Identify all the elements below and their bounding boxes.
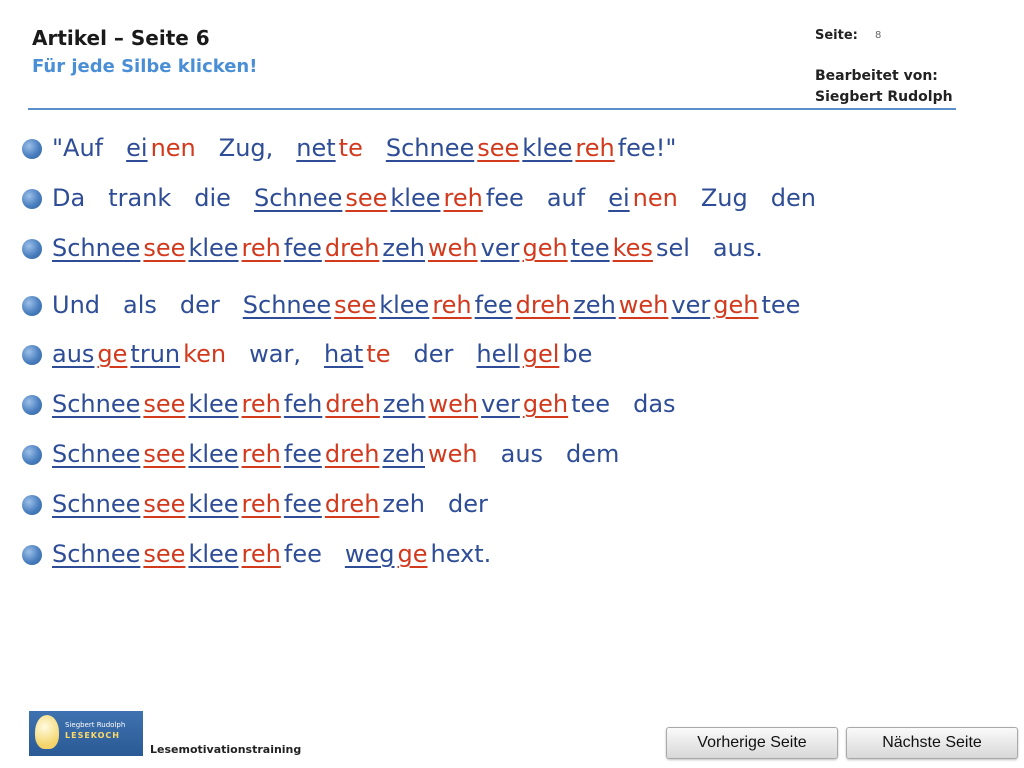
syllable[interactable]: dreh [515,291,571,319]
syllable[interactable]: weh [428,390,479,418]
syllable[interactable]: tee [570,234,610,262]
page-label: Seite: [815,28,858,43]
syllable[interactable]: Und [52,291,101,319]
syllable[interactable]: see [143,390,186,418]
syllable[interactable]: reh [241,440,281,468]
line-words [52,234,766,262]
syllable[interactable]: "Auf [52,134,104,162]
syllable[interactable]: als [123,291,157,319]
syllable[interactable]: dreh [324,490,380,518]
syllable[interactable]: fee!" [617,134,677,162]
syllable[interactable]: see [345,184,388,212]
edited-label: Bearbeitet von: [815,68,938,84]
syllable[interactable]: der [179,291,220,319]
syllable[interactable]: ge [97,340,128,368]
syllable[interactable]: aus. [712,234,763,262]
syllable[interactable]: fee [485,184,524,212]
syllable[interactable]: reh [241,540,281,568]
syllable[interactable]: sel [655,234,690,262]
text-line [22,440,622,468]
syllable[interactable]: ei [126,134,148,162]
syllable[interactable]: Schnee [52,234,141,262]
text-line [22,234,766,262]
syllable[interactable]: zeh [382,490,425,518]
header-divider [28,108,956,110]
syllable[interactable]: tee [761,291,801,319]
syllable[interactable]: te [338,134,363,162]
line-words [52,390,679,418]
text-line [22,340,595,368]
instruction-subtitle: Für jede Silbe klicken! [32,56,258,77]
text-line [22,134,679,162]
text-line [22,540,494,568]
syllable[interactable]: reh [241,390,281,418]
logo-author: Siegbert Rudolph [65,721,126,729]
line-words [52,134,679,162]
syllable[interactable]: ver [481,390,520,418]
syllable[interactable]: zeh [382,390,426,418]
line-words [52,184,819,212]
editor-name: Siegbert Rudolph [815,89,953,105]
syllable[interactable]: der [448,490,488,518]
text-line [22,291,803,319]
syllable[interactable]: weg [344,540,395,568]
syllable[interactable]: Schnee [253,184,343,212]
syllable[interactable]: see [477,134,520,162]
syllable[interactable]: fee [283,234,322,262]
lightbulb-icon [35,715,59,749]
syllable[interactable]: nen [632,184,678,212]
syllable[interactable]: klee [390,184,441,212]
syllable[interactable]: geh [522,234,568,262]
syllable[interactable]: ver [671,291,711,319]
syllable[interactable]: Zug, [218,134,274,162]
syllable[interactable]: klee [522,134,573,162]
syllable[interactable]: weh [428,234,478,262]
syllable[interactable]: ge [397,540,428,568]
syllable[interactable]: see [334,291,377,319]
syllable[interactable]: dreh [324,234,380,262]
syllable[interactable]: te [366,340,391,368]
syllable[interactable]: klee [188,440,239,468]
syllable[interactable]: nen [150,134,196,162]
syllable[interactable]: see [143,234,186,262]
syllable[interactable]: aus [52,340,95,368]
syllable[interactable]: ver [480,234,520,262]
line-bullet-icon[interactable] [22,139,42,159]
syllable[interactable]: hat [324,340,364,368]
syllable[interactable]: trank [108,184,172,212]
syllable[interactable]: klee [188,490,239,518]
line-bullet-icon[interactable] [22,239,42,259]
footer-caption: Lesemotivationstraining [150,743,302,756]
syllable[interactable]: weh [618,291,669,319]
line-words [52,340,595,368]
previous-page-button[interactable]: Vorherige Seite [666,727,838,759]
syllable[interactable]: tee [571,390,611,418]
syllable[interactable]: Schnee [52,540,141,568]
syllable[interactable]: kes [612,234,653,262]
syllable[interactable]: Schnee [52,390,141,418]
line-bullet-icon[interactable] [22,189,42,209]
line-bullet-icon[interactable] [22,345,42,365]
syllable[interactable]: geh [713,291,759,319]
line-words [52,540,494,568]
syllable[interactable]: see [143,540,186,568]
syllable[interactable]: aus [500,440,544,468]
syllable[interactable]: dreh [325,390,380,418]
line-bullet-icon[interactable] [22,495,42,515]
syllable[interactable]: reh [443,184,483,212]
syllable[interactable]: den [770,184,816,212]
syllable[interactable]: see [143,490,186,518]
syllable[interactable]: reh [575,134,615,162]
syllable[interactable]: klee [379,291,430,319]
text-line [22,490,491,518]
next-page-button[interactable]: Nächste Seite [846,727,1018,759]
syllable[interactable]: Zug [700,184,748,212]
lesekoch-logo [29,711,143,756]
syllable[interactable]: feh [283,390,323,418]
syllable[interactable]: Schnee [242,291,332,319]
syllable[interactable]: fee [283,490,322,518]
syllable[interactable]: war, [249,340,301,368]
syllable[interactable]: be [562,340,593,368]
text-line [22,390,679,418]
syllable[interactable]: Schnee [52,440,141,468]
syllable[interactable]: Da [52,184,86,212]
editor-info [815,66,953,108]
syllable[interactable]: fee [474,291,513,319]
syllable[interactable]: fee [283,440,322,468]
line-bullet-icon[interactable] [22,296,42,316]
syllable[interactable]: dreh [324,440,380,468]
syllable[interactable]: klee [188,234,239,262]
line-words [52,490,491,518]
syllable[interactable]: geh [522,390,569,418]
syllable[interactable]: auf [546,184,586,212]
syllable[interactable]: reh [241,234,281,262]
syllable[interactable]: ken [183,340,227,368]
syllable[interactable]: die [194,184,231,212]
syllable[interactable]: zeh [573,291,616,319]
page-title: Artikel – Seite 6 [32,26,210,50]
syllable[interactable]: hell [476,340,520,368]
syllable[interactable]: der [413,340,454,368]
syllable[interactable]: das [633,390,676,418]
syllable[interactable]: gel [522,340,560,368]
syllable[interactable]: net [296,134,336,162]
syllable[interactable]: see [143,440,186,468]
syllable[interactable]: trun [130,340,181,368]
syllable[interactable]: reh [241,490,281,518]
page-number: 8 [875,30,882,41]
syllable[interactable]: zeh [382,440,425,468]
logo-brand: LESEKOCH [65,731,120,740]
syllable[interactable]: klee [188,390,239,418]
syllable[interactable]: dem [566,440,620,468]
syllable[interactable]: hext. [430,540,492,568]
line-bullet-icon[interactable] [22,445,42,465]
line-bullet-icon[interactable] [22,395,42,415]
syllable[interactable]: weh [428,440,478,468]
syllable[interactable]: reh [432,291,472,319]
syllable[interactable]: Schnee [385,134,475,162]
line-words [52,291,803,319]
text-line [22,184,819,212]
line-bullet-icon[interactable] [22,545,42,565]
syllable[interactable]: fee [283,540,322,568]
syllable[interactable]: Schnee [52,490,141,518]
syllable[interactable]: ei [608,184,630,212]
syllable[interactable]: zeh [382,234,425,262]
syllable[interactable]: klee [188,540,239,568]
line-words [52,440,622,468]
